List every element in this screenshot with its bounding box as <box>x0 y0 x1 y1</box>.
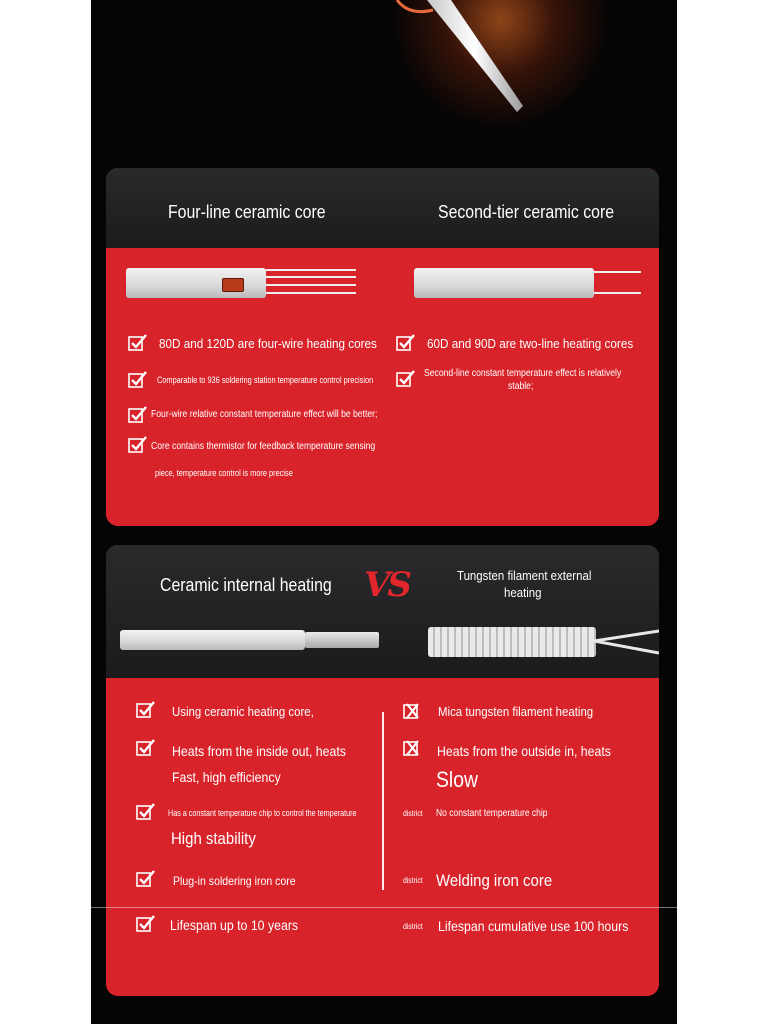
two-line-point-3: stable; <box>508 381 534 392</box>
check-icon <box>136 915 156 933</box>
check-icon <box>136 803 156 821</box>
two-line-point-1: 60D and 90D are two-line heating cores <box>427 336 634 351</box>
four-line-point-5: piece, temperature control is more precise <box>155 468 293 478</box>
four-line-point-1: 80D and 120D are four-wire heating cores <box>159 336 377 351</box>
ceramic-point-4: Has a constant temperature chip to control the temperature <box>168 808 357 818</box>
wire-leads <box>594 629 659 655</box>
second-tier-title: Second-tier ceramic core <box>438 202 615 222</box>
check-icon <box>136 870 156 888</box>
four-line-point-2: Comparable to 936 soldering station temperature control precision <box>157 375 374 385</box>
two-line-point-2: Second-line constant temperature effect is relatively <box>424 368 622 379</box>
ceramic-point-3: Fast, high efficiency <box>172 769 281 785</box>
tungsten-point-4: No constant temperature chip <box>436 808 548 819</box>
ceramic-core-comparison-card <box>106 168 659 526</box>
tungsten-point-3: Slow <box>436 767 478 792</box>
cross-icon <box>403 702 423 720</box>
four-line-point-4: Core contains thermistor for feedback temperature sensing <box>151 441 376 452</box>
district-label: district <box>403 922 423 931</box>
ceramic-heating-title: Ceramic internal heating <box>160 575 332 595</box>
tungsten-point-6: Lifespan cumulative use 100 hours <box>438 918 629 934</box>
tungsten-heating-title-line1: Tungsten filament external <box>457 568 592 583</box>
vs-label: VS <box>364 565 409 605</box>
heating-method-comparison-card <box>106 545 659 996</box>
check-icon <box>396 370 416 388</box>
column-divider <box>382 712 384 890</box>
check-icon <box>128 406 148 424</box>
district-label: district <box>403 876 423 885</box>
tungsten-point-5: Welding iron core <box>436 871 553 890</box>
ceramic-point-6: Plug-in soldering iron core <box>173 874 296 888</box>
tungsten-heating-title-line2: heating <box>504 585 542 600</box>
check-icon <box>128 334 148 352</box>
tungsten-point-2: Heats from the outside in, heats <box>437 743 611 759</box>
check-icon <box>136 701 156 719</box>
cross-icon <box>403 739 423 757</box>
product-comparison-page <box>91 0 677 1024</box>
four-line-title: Four-line ceramic core <box>168 202 326 222</box>
ceramic-point-5: High stability <box>171 829 256 848</box>
district-label: district <box>403 809 423 818</box>
ceramic-point-2: Heats from the inside out, heats <box>172 743 346 759</box>
soldering-iron-tip-image <box>91 0 677 120</box>
tungsten-point-1: Mica tungsten filament heating <box>438 704 594 719</box>
check-icon <box>128 371 148 389</box>
check-icon <box>396 334 416 352</box>
four-line-point-3: Four-wire relative constant temperature effect will be better; <box>151 409 378 420</box>
ceramic-point-7: Lifespan up to 10 years <box>170 917 299 933</box>
check-icon <box>136 739 156 757</box>
horizontal-rule <box>0 907 768 908</box>
check-icon <box>128 436 148 454</box>
ceramic-point-1: Using ceramic heating core, <box>172 704 314 719</box>
